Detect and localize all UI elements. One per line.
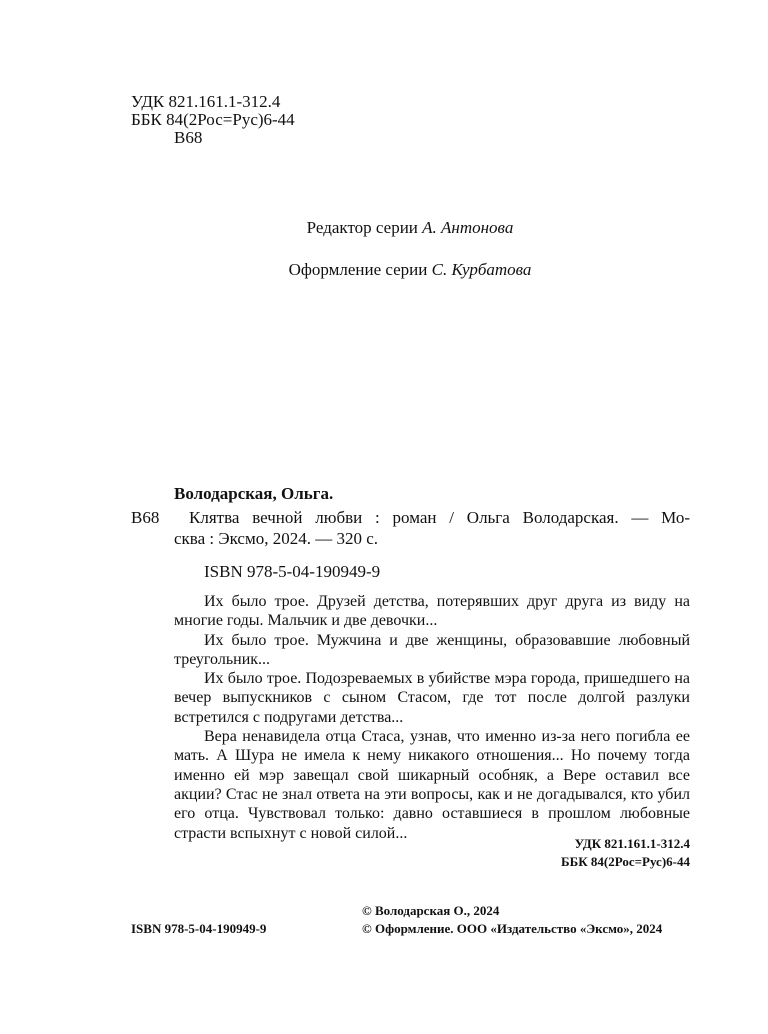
- footer-bbk: ББК 84(2Рос=Рус)6-44: [561, 854, 690, 869]
- annotation-paragraph: Их было трое. Мужчина и две женщины, образовавшие любовный треугольник...: [174, 631, 690, 668]
- copyright-author: © Володарская О., 2024: [362, 903, 500, 918]
- author-mark: В68: [174, 128, 203, 147]
- title-line-1: Клятва вечной любви : роман / Ольга Володарская. — Мо-: [189, 508, 690, 527]
- bbk-code: ББК 84(2Рос=Рус)6-44: [131, 110, 295, 129]
- series-designer: [0, 260, 768, 280]
- copyright-design: © Оформление. ООО «Издательство «Эксмо», 2024: [362, 921, 663, 936]
- record-mark: В68: [131, 508, 160, 527]
- annotation-paragraph: Вера ненавидела отца Стаса, узнав, что именно из-за него погибла ее мать. А Шура не имела к нему никакого отношения... Но почему тогда именно ей мэр завещал свой шикарный особняк, а Вере оставил все акции? Стас не знал ответа на эти вопросы, как и не догадывался, кто убил его отца. Чувствовал только: давно оставшиеся в прошлом любовные страсти вспыхнут с новой силой...: [174, 728, 690, 842]
- author-heading: Володарская, Ольга.: [174, 484, 334, 503]
- series-editor-name: А. Антонова: [422, 218, 514, 237]
- title-line-2: сква : Эксмо, 2024. — 320 с.: [174, 529, 379, 548]
- annotation: [174, 592, 690, 843]
- series-editor-label: Редактор серии: [306, 218, 418, 237]
- series-editor: [0, 218, 768, 238]
- series-design-label: Оформление серии: [288, 260, 428, 279]
- series-designer-name: С. Курбатова: [431, 260, 532, 279]
- annotation-paragraph: Их было трое. Друзей детства, потерявших друг друга из виду на многие годы. Мальчик и две девочки...: [174, 593, 690, 630]
- isbn-record: ISBN 978-5-04-190949-9: [204, 562, 381, 581]
- footer-isbn: ISBN 978-5-04-190949-9: [131, 921, 267, 936]
- footer-udk: УДК 821.161.1-312.4: [574, 836, 690, 851]
- udk-code: УДК 821.161.1-312.4: [131, 92, 281, 111]
- annotation-paragraph: Их было трое. Подозреваемых в убийстве мэра города, пришедшего на вечер выпускников с сыном Стасом, где тот после долгой разлуки встретился с подругами детства...: [174, 670, 690, 726]
